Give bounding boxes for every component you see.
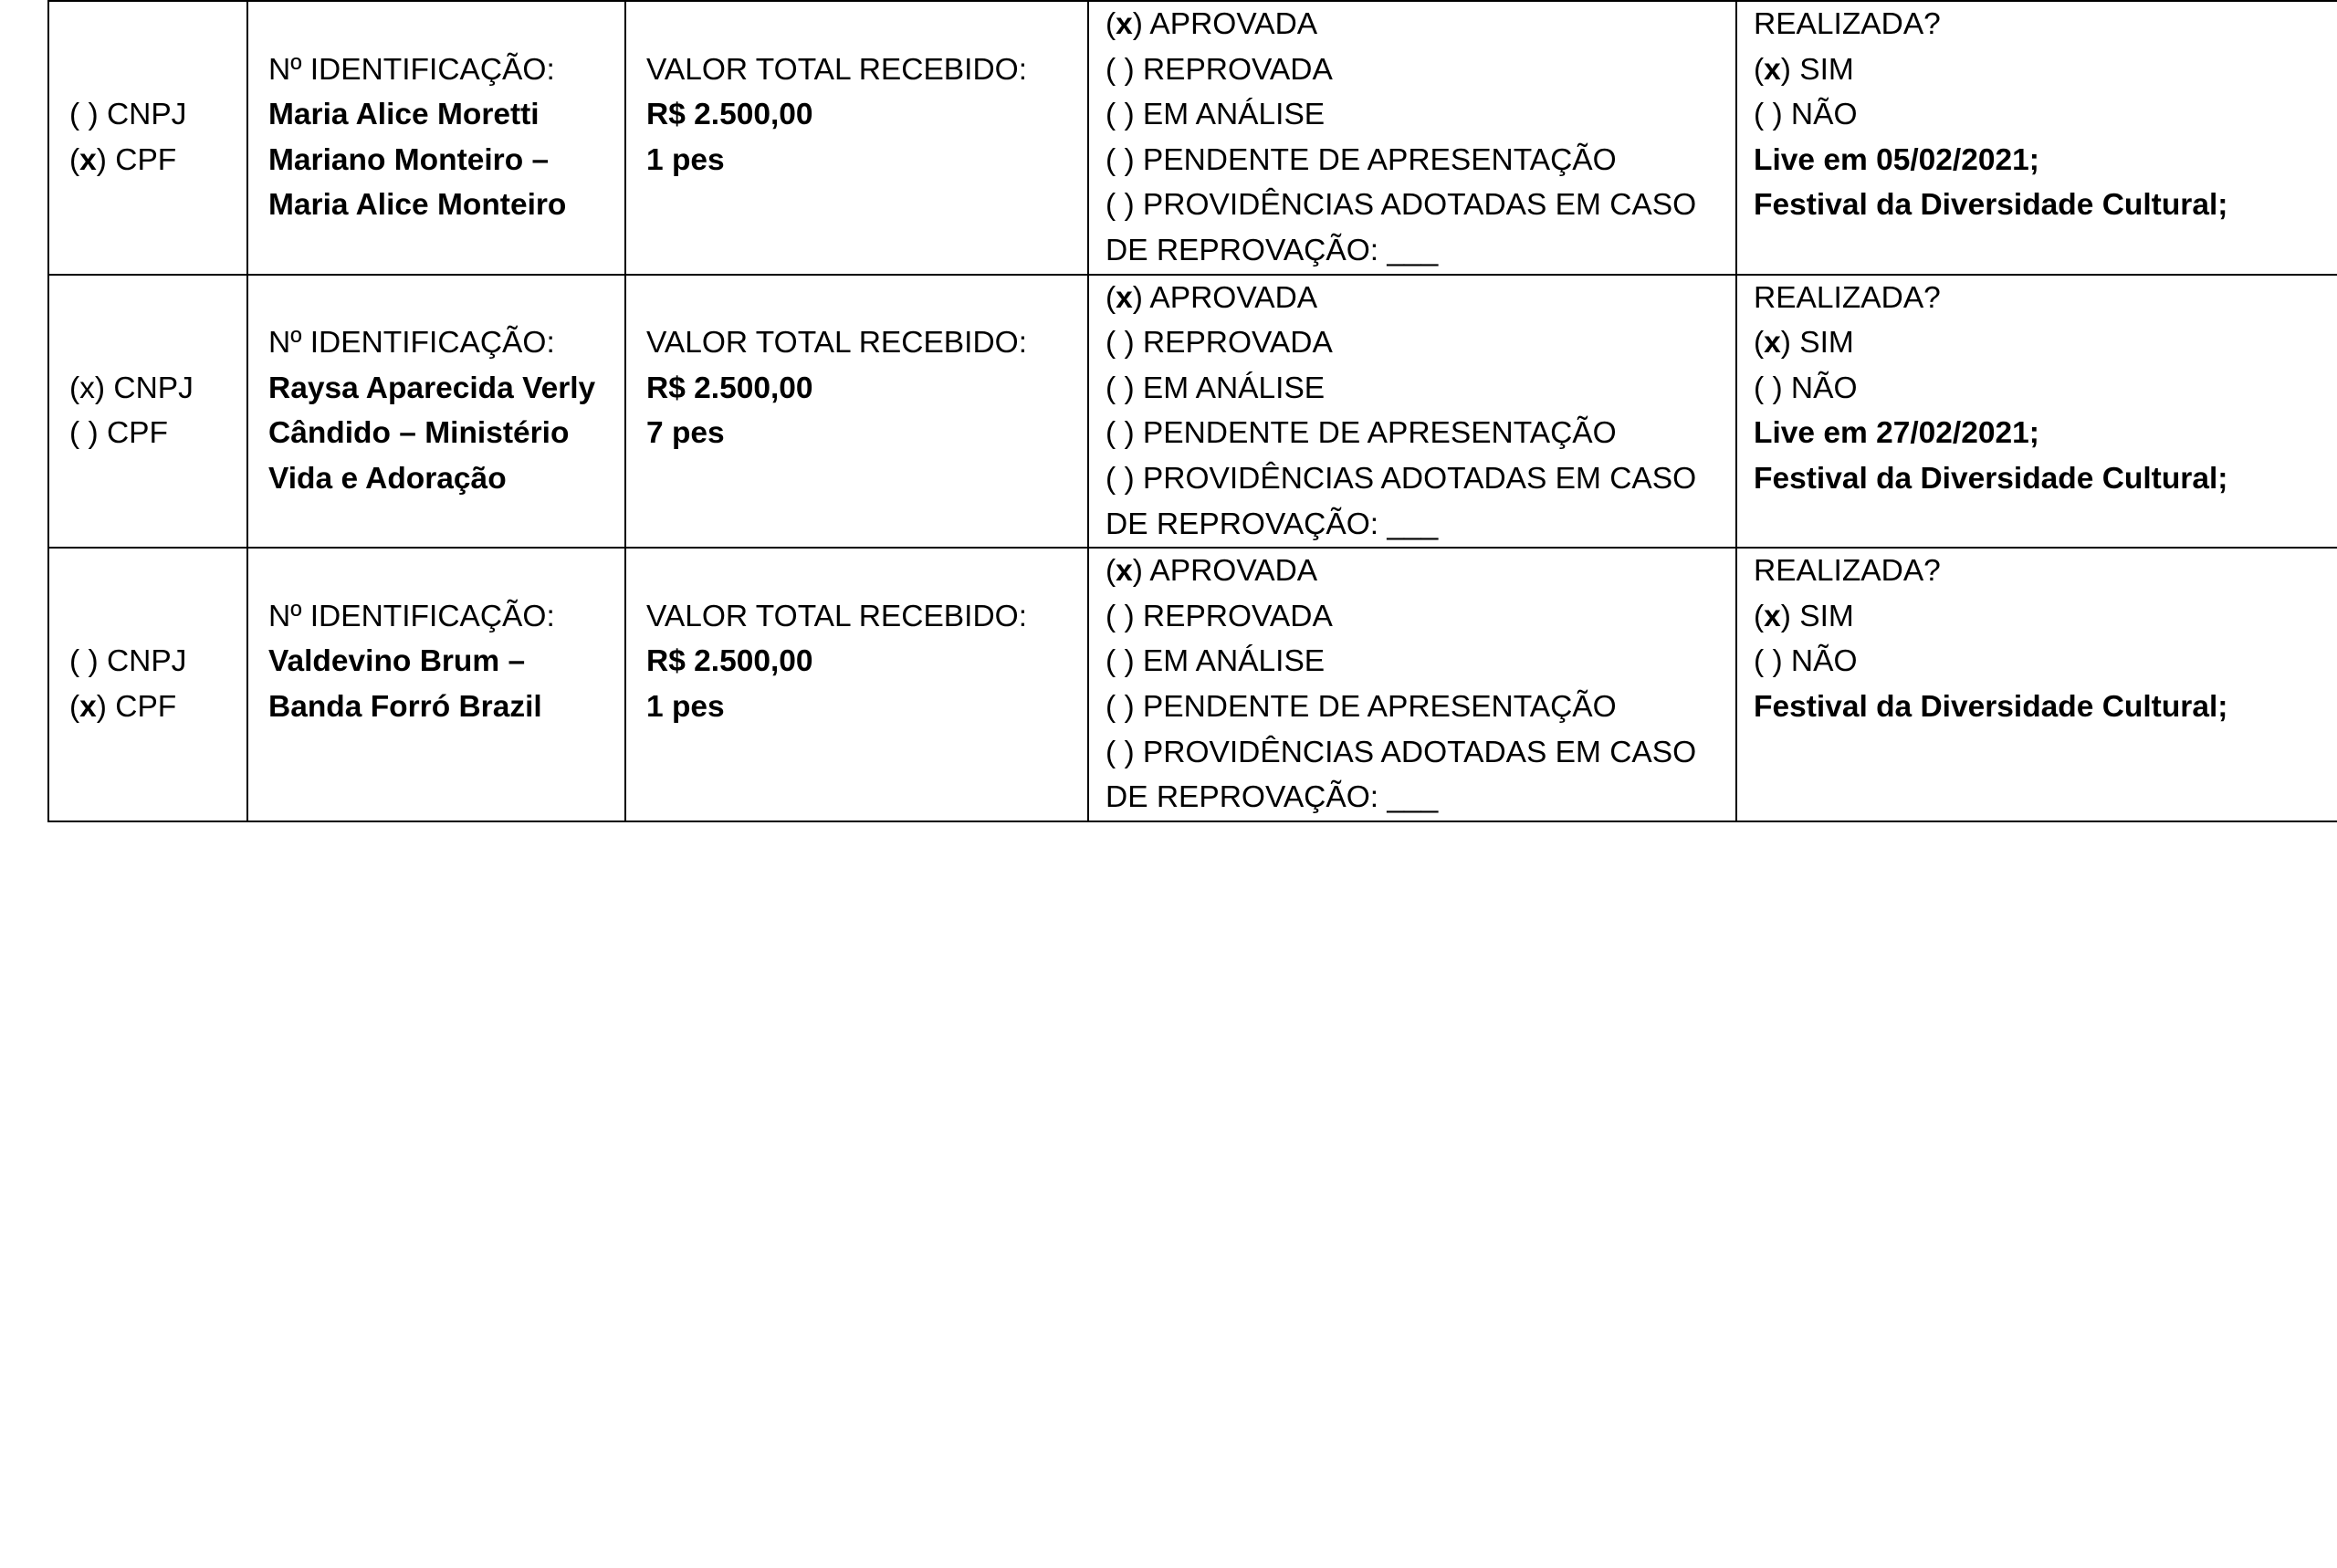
status-pendente: ( ) PENDENTE DE APRESENTAÇÃO	[1106, 416, 1617, 451]
value-amount: R$ 2.500,00	[646, 371, 813, 405]
table-row	[48, 548, 2337, 821]
realizada-sim: (x) SIM	[1754, 326, 1854, 361]
realizada-cell	[1736, 1, 2337, 275]
identification-label: Nº IDENTIFICAÇÃO:	[268, 52, 555, 87]
people-count: 1 pes	[646, 689, 725, 724]
cnpj-option: ( ) CNPJ	[69, 98, 187, 132]
status-cell	[1088, 548, 1736, 821]
status-reprovada: ( ) REPROVADA	[1106, 326, 1333, 361]
identification-cell	[247, 548, 625, 821]
status-aprovada: (x) APROVADA	[1106, 7, 1318, 41]
aprovada-check-mark: x	[1116, 554, 1133, 589]
cpf-option: ( ) CPF	[69, 416, 168, 451]
realizada-nao: ( ) NÃO	[1754, 98, 1858, 132]
realizada-detail: Live em 27/02/2021;	[1754, 416, 2039, 451]
status-pendente: ( ) PENDENTE DE APRESENTAÇÃO	[1106, 142, 1617, 177]
realizada-sim: (x) SIM	[1754, 52, 1854, 87]
realizada-question: REALIZADA?	[1754, 554, 1941, 589]
realizada-detail: Festival da Diversidade Cultural;	[1754, 461, 2228, 496]
realizada-nao: ( ) NÃO	[1754, 371, 1858, 405]
cnpj-option: (x) CNPJ	[69, 371, 194, 405]
realizada-nao: ( ) NÃO	[1754, 644, 1858, 679]
document-type-cell	[48, 275, 247, 549]
realizada-detail: Live em 05/02/2021;	[1754, 142, 2039, 177]
identification-cell	[247, 275, 625, 549]
sim-check-mark: x	[1764, 599, 1781, 633]
status-providencias: ( ) PROVIDÊNCIAS ADOTADAS EM CASO	[1106, 188, 1697, 223]
realizada-detail: Festival da Diversidade Cultural;	[1754, 188, 2228, 223]
value-cell	[625, 1, 1088, 275]
status-providencias: ( ) PROVIDÊNCIAS ADOTADAS EM CASO	[1106, 735, 1697, 769]
cpf-check-mark: x	[79, 689, 97, 724]
beneficiary-report-table	[47, 0, 2337, 822]
status-providencias-cont: DE REPROVAÇÃO: ___	[1106, 233, 1439, 267]
status-providencias: ( ) PROVIDÊNCIAS ADOTADAS EM CASO	[1106, 461, 1697, 496]
sim-check-mark: x	[1764, 326, 1781, 361]
beneficiary-name-line: Cândido – Ministério	[268, 416, 570, 451]
identification-label: Nº IDENTIFICAÇÃO:	[268, 599, 555, 633]
status-aprovada: (x) APROVADA	[1106, 554, 1318, 589]
cpf-option: (x) CPF	[69, 689, 177, 724]
value-cell	[625, 275, 1088, 549]
document-type-cell	[48, 1, 247, 275]
cpf-check-mark: x	[79, 142, 97, 177]
status-em-analise: ( ) EM ANÁLISE	[1106, 98, 1326, 132]
value-label: VALOR TOTAL RECEBIDO:	[646, 52, 1027, 87]
value-amount: R$ 2.500,00	[646, 98, 813, 132]
realizada-cell	[1736, 548, 2337, 821]
beneficiary-name-line: Vida e Adoração	[268, 461, 507, 496]
value-cell	[625, 548, 1088, 821]
status-em-analise: ( ) EM ANÁLISE	[1106, 371, 1326, 405]
value-label: VALOR TOTAL RECEBIDO:	[646, 326, 1027, 361]
realizada-sim: (x) SIM	[1754, 599, 1854, 633]
cpf-option: (x) CPF	[69, 142, 177, 177]
status-aprovada: (x) APROVADA	[1106, 280, 1318, 315]
beneficiary-name-line: Maria Alice Monteiro	[268, 188, 567, 223]
beneficiary-name-line: Valdevino Brum –	[268, 644, 526, 679]
realizada-question: REALIZADA?	[1754, 7, 1941, 41]
identification-cell	[247, 1, 625, 275]
beneficiary-name-line: Banda Forró Brazil	[268, 689, 542, 724]
cnpj-option: ( ) CNPJ	[69, 644, 187, 679]
status-cell	[1088, 275, 1736, 549]
status-providencias-cont: DE REPROVAÇÃO: ___	[1106, 780, 1439, 815]
beneficiary-name-line: Mariano Monteiro –	[268, 142, 550, 177]
identification-label: Nº IDENTIFICAÇÃO:	[268, 326, 555, 361]
status-em-analise: ( ) EM ANÁLISE	[1106, 644, 1326, 679]
status-reprovada: ( ) REPROVADA	[1106, 52, 1333, 87]
realizada-detail: Festival da Diversidade Cultural;	[1754, 689, 2228, 724]
value-label: VALOR TOTAL RECEBIDO:	[646, 599, 1027, 633]
table-row	[48, 1, 2337, 275]
status-cell	[1088, 1, 1736, 275]
beneficiary-name-line: Maria Alice Moretti	[268, 98, 540, 132]
aprovada-check-mark: x	[1116, 280, 1133, 315]
sim-check-mark: x	[1764, 52, 1781, 87]
people-count: 1 pes	[646, 142, 725, 177]
value-amount: R$ 2.500,00	[646, 644, 813, 679]
status-pendente: ( ) PENDENTE DE APRESENTAÇÃO	[1106, 689, 1617, 724]
document-type-cell	[48, 548, 247, 821]
status-providencias-cont: DE REPROVAÇÃO: ___	[1106, 507, 1439, 541]
aprovada-check-mark: x	[1116, 7, 1133, 41]
people-count: 7 pes	[646, 416, 725, 451]
table-body	[48, 1, 2337, 821]
realizada-cell	[1736, 275, 2337, 549]
table-row	[48, 275, 2337, 549]
realizada-question: REALIZADA?	[1754, 280, 1941, 315]
beneficiary-name-line: Raysa Aparecida Verly	[268, 371, 596, 405]
status-reprovada: ( ) REPROVADA	[1106, 599, 1333, 633]
